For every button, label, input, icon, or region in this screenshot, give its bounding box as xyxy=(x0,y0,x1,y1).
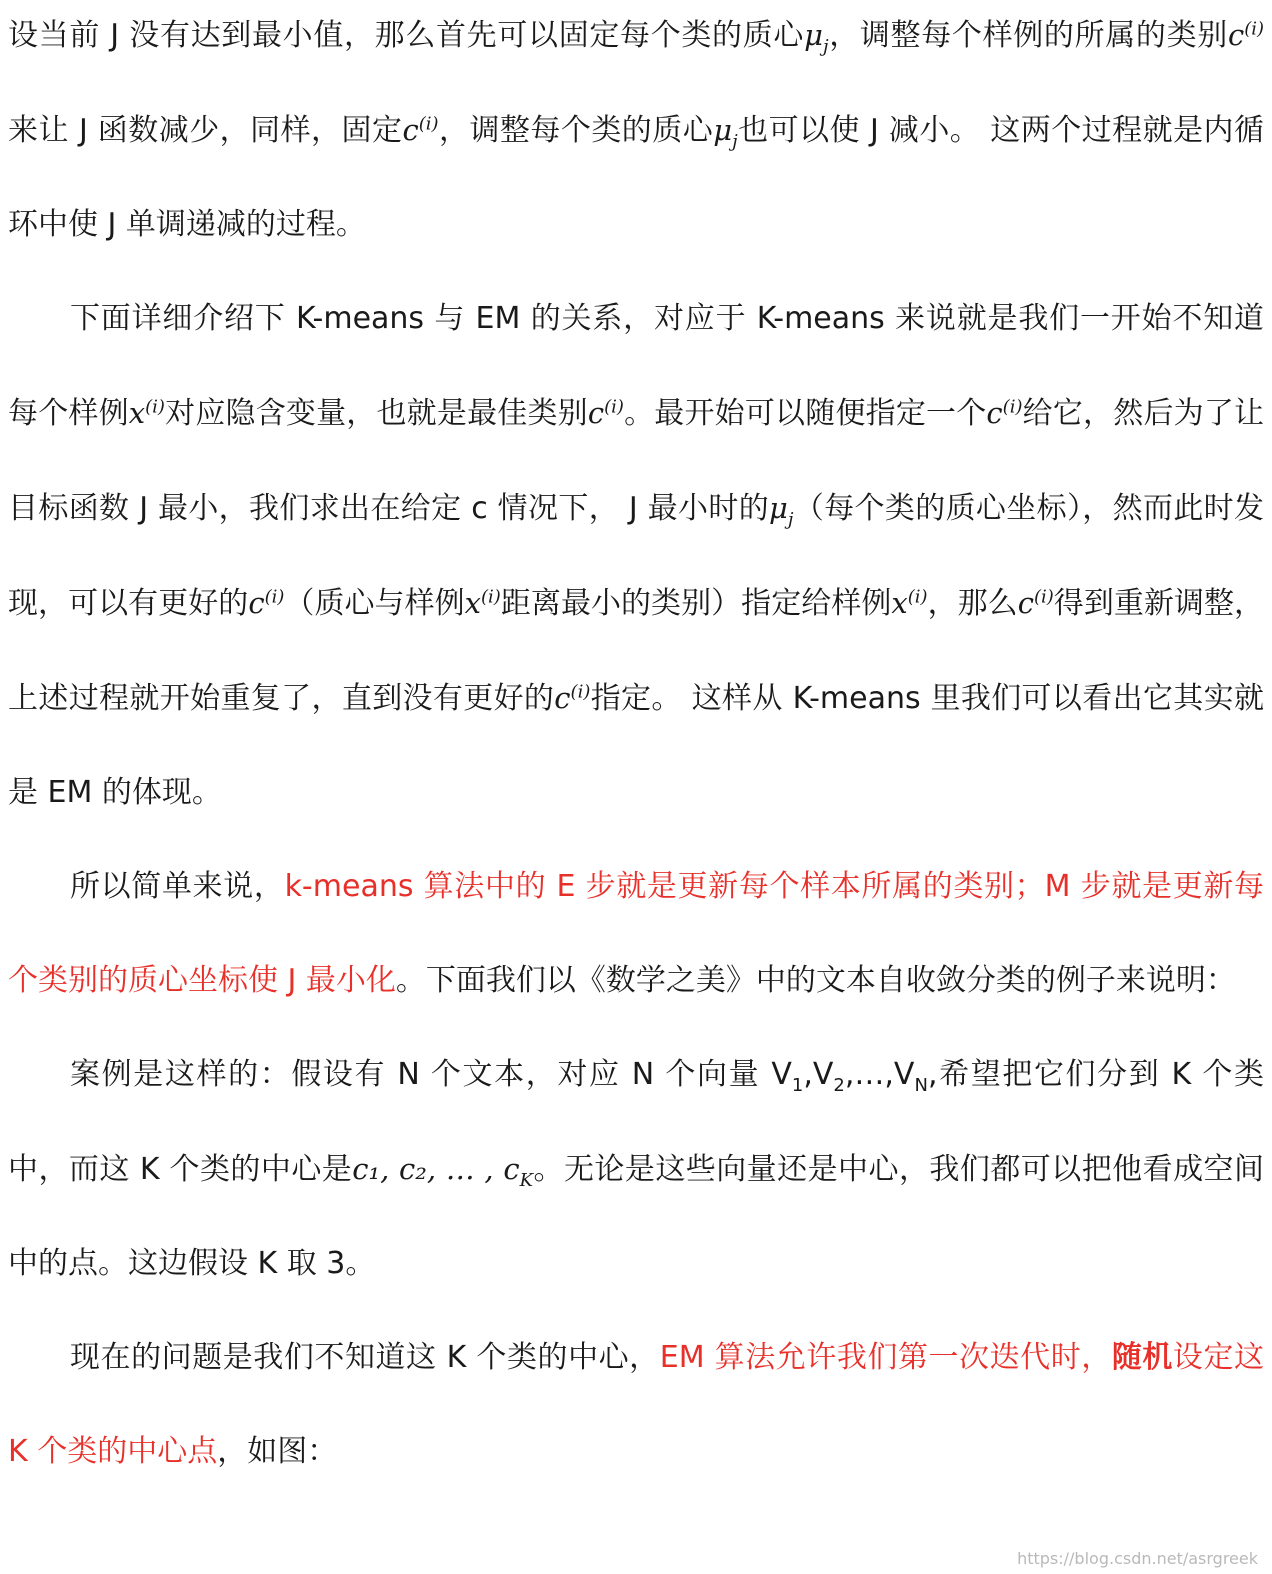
text: （每个类的质心坐标），然而此时发现，可以有更好的 xyxy=(8,491,1265,621)
math-mu-j: $\mu_j$ xyxy=(769,491,794,530)
math-c-i: $c^{(i)}$ xyxy=(554,681,591,715)
text: ,希望把它们分到 K 个类中，而这 K 个类的中心是 xyxy=(8,1057,1265,1187)
math-c-i: $c^{(i)}$ xyxy=(402,113,439,147)
highlighted-bold-text: 随机 xyxy=(1111,1340,1173,1375)
watermark: https://blog.csdn.net/asrgreek xyxy=(1017,1549,1258,1568)
paragraph-em-steps-summary xyxy=(8,840,1264,1028)
text: 对应隐含变量，也就是最佳类别 xyxy=(164,396,588,431)
text: 。无论是这些向量还是中心，我们都可以把他看成空间中的点。这边假设 K 取 3。 xyxy=(8,1152,1264,1281)
subscript: 1 xyxy=(791,1075,804,1096)
highlighted-text: k-means 算法中的 E 步就是更新每个样本所属的类别；M 步就是更新每个类别的质心坐标使 J 最小化 xyxy=(8,869,1265,998)
text: 设当前 J 没有达到最小值，那么首先可以固定每个类的质心 xyxy=(8,18,805,53)
math-c-i: $c^{(i)}$ xyxy=(986,396,1023,430)
subscript: N xyxy=(914,1075,928,1096)
text: 。最开始可以随便指定一个 xyxy=(623,396,987,431)
math-c-i: $c^{(i)}$ xyxy=(1017,586,1054,620)
text: ，如图： xyxy=(217,1434,338,1469)
text: ，那么 xyxy=(927,586,1018,621)
text: 下面详细介绍下 K-means 与 EM 的关系，对应于 K-means 来说就是我们一开始不知道每个样例 xyxy=(8,301,1264,431)
math-centers: c₁, c₂, … , $c_K$ xyxy=(352,1152,534,1191)
subscript: 2 xyxy=(833,1075,845,1096)
text: 来让 J 函数减少，同样，固定 xyxy=(8,113,403,148)
text: ，调整每个样例的所属的类别 xyxy=(828,18,1228,53)
math-c-i: $c^{(i)}$ xyxy=(248,586,285,620)
math-c-i: $c^{(i)}$ xyxy=(587,396,624,430)
math-x-i: $x^{(i)}$ xyxy=(128,396,165,430)
text: 得到重新调整，上述过程就开始重复了，直到没有更好的 xyxy=(8,586,1265,716)
text: ,V xyxy=(803,1057,834,1092)
paragraph-random-init xyxy=(8,1311,1264,1499)
math-x-i: $x^{(i)}$ xyxy=(891,586,928,620)
text: ,…,V xyxy=(844,1057,915,1092)
text: 距离最小的类别）指定给样例 xyxy=(500,586,892,621)
paragraph-case-description xyxy=(8,1028,1264,1311)
text: 。下面我们以《数学之美》中的文本自收敛分类的例子来说明： xyxy=(395,963,1236,998)
paragraph-kmeans-em-relation xyxy=(8,272,1264,840)
math-x-i: $x^{(i)}$ xyxy=(464,586,501,620)
text: ，调整每个类的质心 xyxy=(438,113,714,148)
text: （质心与样例 xyxy=(284,586,465,621)
math-c-i: $c^{(i)}$ xyxy=(1227,18,1265,52)
text: 案例是这样的：假设有 N 个文本，对应 N 个向量 V xyxy=(70,1057,792,1092)
text: 也可以使 J 减小。 这两个过程就是内循环中使 J 单调递减的过程。 xyxy=(8,113,1265,242)
document-body xyxy=(8,0,1264,1499)
text: 指定。 这样从 K-means 里我们可以看出它其实就是 EM 的体现。 xyxy=(8,681,1265,810)
text: 所以简单来说， xyxy=(70,869,285,904)
math-mu-j: $\mu_j$ xyxy=(804,18,829,57)
highlighted-text: EM 算法允许我们第一次迭代时， xyxy=(659,1340,1112,1375)
paragraph-inner-loop xyxy=(8,0,1264,272)
highlighted-text: 设定这 K 个类的中心点 xyxy=(8,1340,1265,1469)
text: 现在的问题是我们不知道这 K 个类的中心， xyxy=(70,1340,660,1375)
math-mu-j: $\mu_j$ xyxy=(713,113,738,152)
text: 给它，然后为了让目标函数 J 最小，我们求出在给定 c 情况下， J 最小时的 xyxy=(8,396,1265,526)
